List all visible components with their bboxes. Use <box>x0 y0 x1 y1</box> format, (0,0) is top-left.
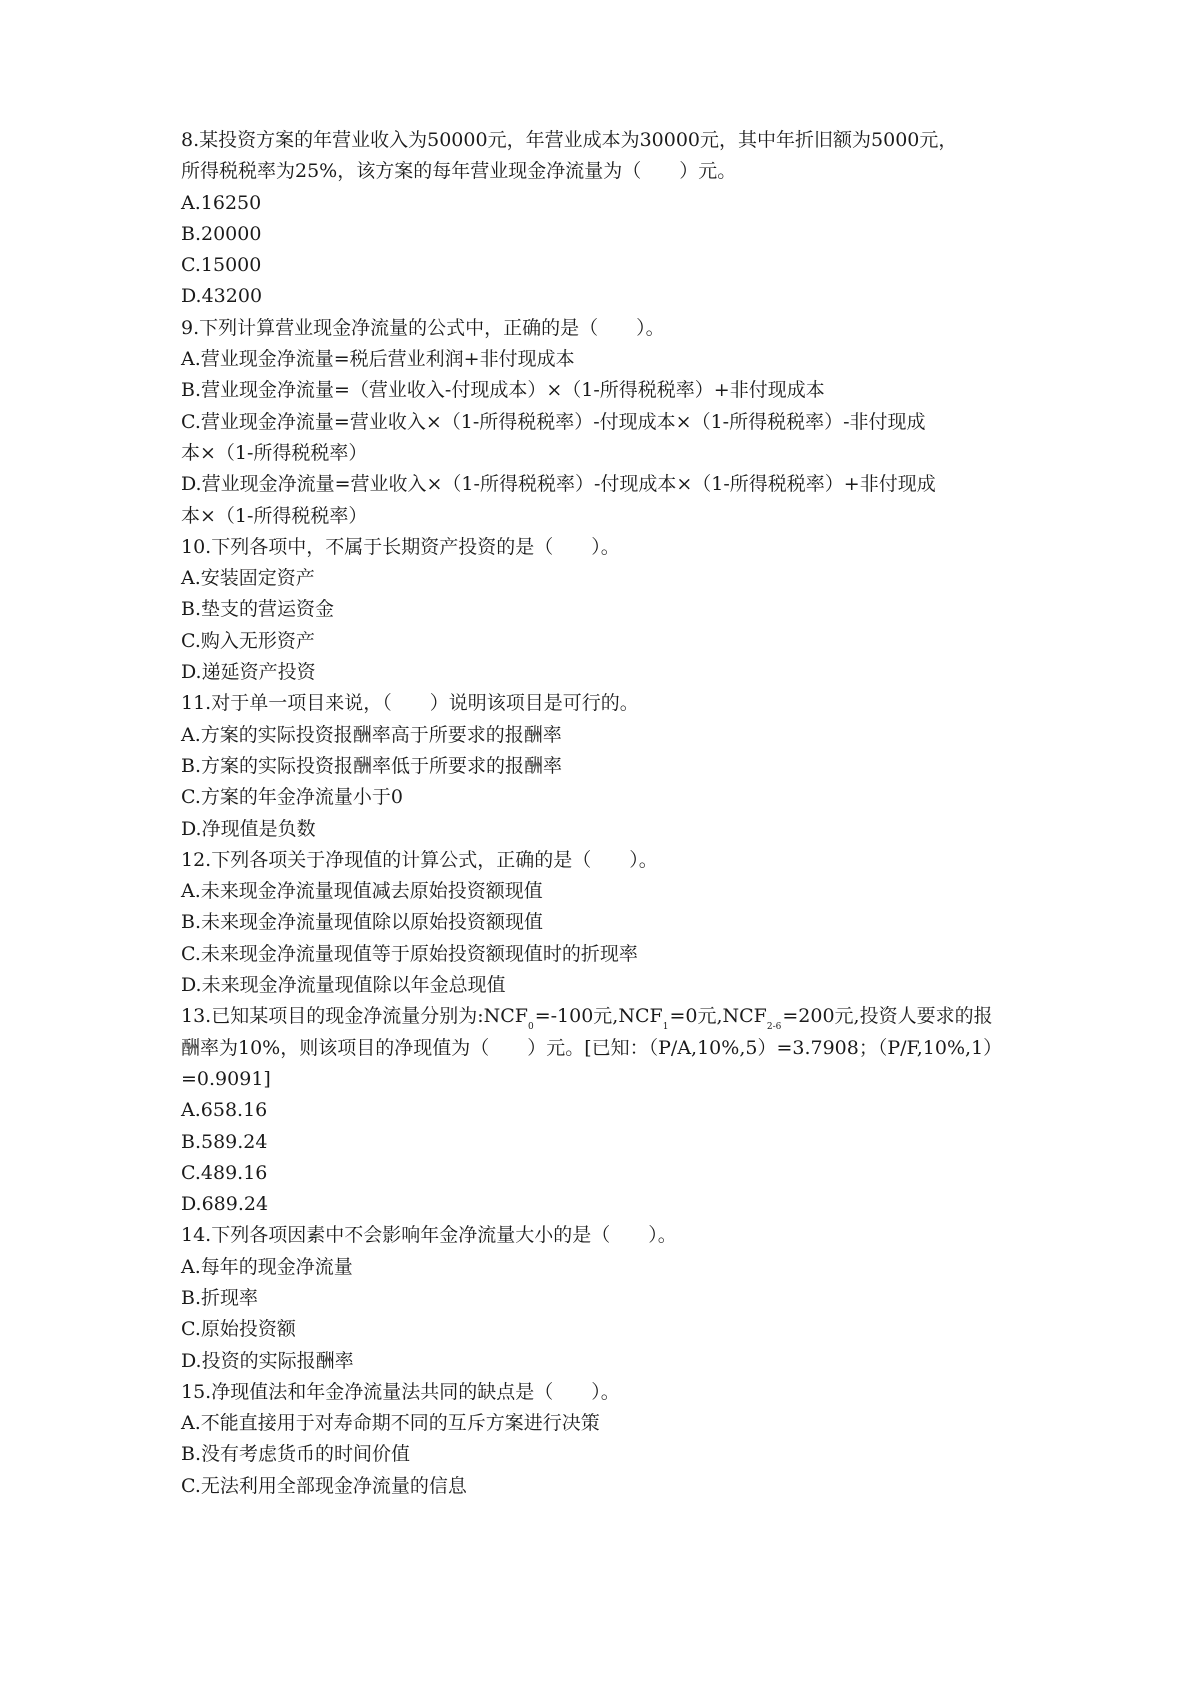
option: D.未来现金净流量现值除以年金总现值 <box>181 974 506 997</box>
option: D.递延资产投资 <box>181 661 316 684</box>
question-stem: 所得税税率为25%，该方案的每年营业现金净流量为（ ）元。 <box>181 160 737 183</box>
stem-part: =200元,投资人要求的报 <box>782 1005 993 1028</box>
option: B.未来现金净流量现值除以原始投资额现值 <box>181 911 544 934</box>
stem-part: 13.已知某项目的现金净流量分别为:NCF <box>181 1005 528 1028</box>
question-9 <box>181 313 1021 532</box>
question-11 <box>181 688 1021 844</box>
question-stem: 酬率为10%，则该项目的净现值为（ ）元。[已知：（P/A,10%,5）=3.7908；（P/F,10%,1） <box>181 1036 1003 1059</box>
option-continued: 本×（1-所得税税率） <box>181 504 368 527</box>
option: B.方案的实际投资报酬率低于所要求的报酬率 <box>181 754 563 777</box>
question-8 <box>181 125 1021 313</box>
option: B.20000 <box>181 222 262 245</box>
option: A.未来现金净流量现值减去原始投资额现值 <box>181 880 543 903</box>
option: A.营业现金净流量=税后营业利润+非付现成本 <box>181 348 575 371</box>
option: A.安装固定资产 <box>181 567 315 590</box>
question-12 <box>181 845 1021 1001</box>
option: D.净现值是负数 <box>181 817 316 840</box>
option: B.折现率 <box>181 1286 259 1309</box>
question-stem: 12.下列各项关于净现值的计算公式，正确的是（ ）。 <box>181 848 658 871</box>
question-10 <box>181 532 1021 688</box>
option: C.原始投资额 <box>181 1318 296 1341</box>
option: D.689.24 <box>181 1193 269 1216</box>
subscript-1: 1 <box>662 1022 669 1033</box>
option: A.16250 <box>181 191 262 214</box>
subscript-2-6: 2-6 <box>766 1022 782 1033</box>
option: B.没有考虑货币的时间价值 <box>181 1443 411 1466</box>
question-14 <box>181 1220 1021 1376</box>
option: C.方案的年金净流量小于0 <box>181 786 403 809</box>
option: C.489.16 <box>181 1161 268 1184</box>
option: A.方案的实际投资报酬率高于所要求的报酬率 <box>181 723 562 746</box>
question-stem: 8.某投资方案的年营业收入为50000元，年营业成本为30000元，其中年折旧额为5000元， <box>181 129 958 151</box>
option: B.营业现金净流量=（营业收入-付现成本）×（1-所得税税率）+非付现成本 <box>181 379 825 402</box>
question-stem: 9.下列计算营业现金净流量的公式中，正确的是（ ）。 <box>181 316 665 339</box>
option: C.购入无形资产 <box>181 629 315 652</box>
question-stem <box>181 1001 1021 1032</box>
option: A.658.16 <box>181 1099 268 1122</box>
stem-part: =0元,NCF <box>669 1005 767 1028</box>
option: C.15000 <box>181 254 262 277</box>
option: C.未来现金净流量现值等于原始投资额现值时的折现率 <box>181 942 638 965</box>
question-stem: 15.净现值法和年金净流量法共同的缺点是（ ）。 <box>181 1380 620 1403</box>
option: C.无法利用全部现金净流量的信息 <box>181 1474 467 1497</box>
option: A.不能直接用于对寿命期不同的互斥方案进行决策 <box>181 1412 600 1435</box>
option-continued: 本×（1-所得税税率） <box>181 441 368 464</box>
option: B.589.24 <box>181 1130 268 1153</box>
option: C.营业现金净流量=营业收入×（1-所得税税率）-付现成本×（1-所得税税率）-非付现成 <box>181 410 926 433</box>
question-stem: 14.下列各项因素中不会影响年金净流量大小的是（ ）。 <box>181 1224 677 1247</box>
option: D.43200 <box>181 285 263 308</box>
option: D.投资的实际报酬率 <box>181 1349 354 1372</box>
question-15 <box>181 1377 1021 1502</box>
stem-part: =-100元,NCF <box>534 1005 663 1028</box>
option: A.每年的现金净流量 <box>181 1255 353 1278</box>
option: D.营业现金净流量=营业收入×（1-所得税税率）-付现成本×（1-所得税税率）+非付现成 <box>181 473 936 496</box>
subscript-0: 0 <box>527 1022 534 1033</box>
question-list <box>181 125 1021 1502</box>
question-stem: 10.下列各项中，不属于长期资产投资的是（ ）。 <box>181 535 620 558</box>
option: B.垫支的营运资金 <box>181 598 335 621</box>
question-stem: 11.对于单一项目来说，（ ）说明该项目是可行的。 <box>181 692 639 715</box>
question-stem: =0.9091] <box>181 1067 271 1090</box>
question-13 <box>181 1001 1021 1220</box>
